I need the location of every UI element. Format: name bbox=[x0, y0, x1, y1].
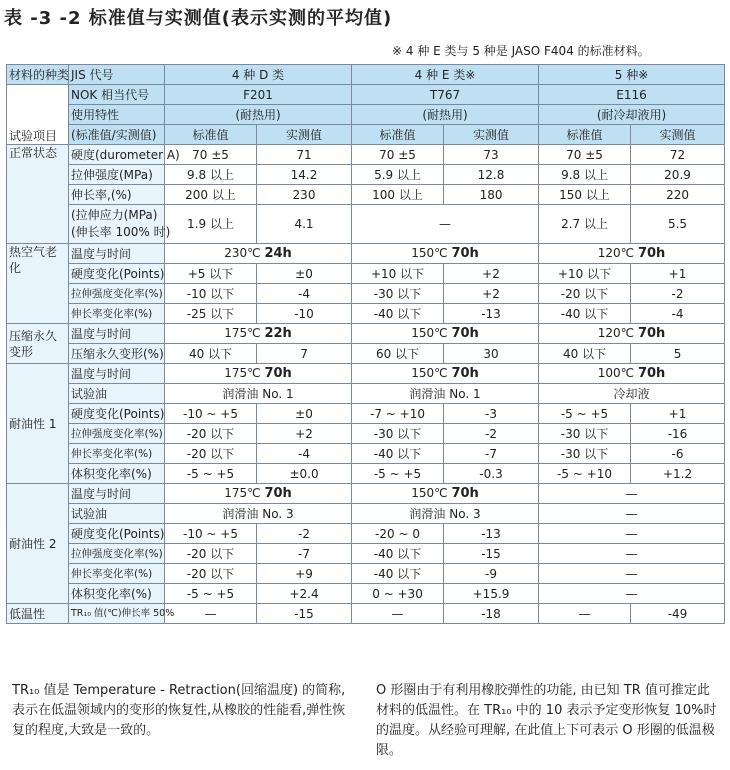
row-use-label: 使用特性 bbox=[69, 105, 165, 125]
table-row: 耐油性 2 温度与时间 175℃ 70h 150℃ 70h — bbox=[7, 484, 725, 504]
table-row: 耐油性 1 温度与时间 175℃ 70h 150℃ 70h 100℃ 70h bbox=[7, 364, 725, 384]
footnote-mark: ※ 4 种 E 类与 5 种是 JASO F404 的标准材料。 bbox=[392, 44, 650, 58]
table-row: 低温性 TR₁₀ 值(℃)伸长率 50% — -15 — -18 — -49 bbox=[7, 604, 725, 624]
group-5-nok: E116 bbox=[539, 85, 725, 105]
table-row: 压缩永久变形(%) 40 以下 7 60 以下 30 40 以下 5 bbox=[7, 344, 725, 364]
group-d-jis: 4 种 D 类 bbox=[165, 65, 352, 85]
material-type-label: 材料的种类 bbox=[7, 65, 69, 85]
standard-measured-table bbox=[6, 64, 725, 624]
table-row: 热空气老化 温度与时间 230℃ 24h 150℃ 70h 120℃ 70h bbox=[7, 244, 725, 264]
table-row: 试验油 润滑油 No. 1 润滑油 No. 1 冷却液 bbox=[7, 384, 725, 404]
row-std-label: (标准值/实测值) bbox=[69, 125, 165, 145]
table-row: 正常状态 硬度(durometer A) 70 ±5 71 70 ±5 73 70 ±5 72 bbox=[7, 145, 725, 165]
footer-right-paragraph: O 形圈由于有利用橡胶弹性的功能, 由已知 TR 值可推定此材料的低温性。在 TR₁₀ 中的 10 表示予定变形恢复 10%时的温度。从经验可理解, 在此值上下可表示 O 形圈的低温极限。 bbox=[376, 683, 717, 758]
group-e-meas: 实测值 bbox=[444, 125, 539, 145]
table-row: 硬度变化(Points) -10 ~ +5 ±0 -7 ~ +10 -3 -5 ~ +5 +1 bbox=[7, 404, 725, 424]
group-e-jis: 4 种 E 类※ bbox=[352, 65, 539, 85]
table-row: 体积变化率(%) -5 ~ +5 +2.4 0 ~ +30 +15.9 — bbox=[7, 584, 725, 604]
group-d-nok: F201 bbox=[165, 85, 352, 105]
table-row: 压缩永久变形 温度与时间 175℃ 22h 150℃ 70h 120℃ 70h bbox=[7, 324, 725, 344]
group-e-std: 标准值 bbox=[352, 125, 444, 145]
table-row: 拉伸强度(MPa) 9.8 以上 14.2 5.9 以上 12.8 9.8 以上 20.9 bbox=[7, 165, 725, 185]
section-label: 热空气老化 bbox=[7, 244, 69, 324]
table-row: 拉伸强度变化率(%) -10 以下 -4 -30 以下 +2 -20 以下 -2 bbox=[7, 284, 725, 304]
table-row: (拉伸应力(MPa) (伸长率 100% 时) 1.9 以上 4.1 — 2.7 以上 5.5 bbox=[7, 205, 725, 244]
table-row: 拉伸强度变化率(%) -20 以下 -7 -40 以下 -15 — bbox=[7, 544, 725, 564]
test-item-label: 试验项目 bbox=[7, 85, 69, 145]
table-row: 硬度变化(Points) +5 以下 ±0 +10 以下 +2 +10 以下 +1 bbox=[7, 264, 725, 284]
table-row: 试验油 润滑油 No. 3 润滑油 No. 3 — bbox=[7, 504, 725, 524]
section-label: 压缩永久变形 bbox=[7, 324, 69, 364]
group-5-std: 标准值 bbox=[539, 125, 631, 145]
section-label: 耐油性 1 bbox=[7, 364, 69, 484]
section-label: 耐油性 2 bbox=[7, 484, 69, 604]
table-row: 硬度变化(Points) -10 ~ +5 -2 -20 ~ 0 -13 — bbox=[7, 524, 725, 544]
table-row: 拉伸强度变化率(%) -20 以下 +2 -30 以下 -2 -30 以下 -16 bbox=[7, 424, 725, 444]
group-e-use: (耐热用) bbox=[352, 105, 539, 125]
footer-left-paragraph: TR₁₀ 值是 Temperature - Retraction(回缩温度) 的简称,表示在低温领域内的变形的恢复性,从橡胶的性能看,弹性恢复的程度,大致是一致的。 bbox=[12, 683, 346, 738]
group-e-nok: T767 bbox=[352, 85, 539, 105]
row-nok-label: NOK 相当代号 bbox=[69, 85, 165, 105]
section-label: 正常状态 bbox=[7, 145, 69, 244]
group-5-use: (耐冷却液用) bbox=[539, 105, 725, 125]
row-jis-label: JIS 代号 bbox=[69, 65, 165, 85]
section-label: 低温性 bbox=[7, 604, 69, 624]
table-row: 伸长率变化率(%) -20 以下 -4 -40 以下 -7 -30 以下 -6 bbox=[7, 444, 725, 464]
table-row: 体积变化率(%) -5 ~ +5 ±0.0 -5 ~ +5 -0.3 -5 ~ +10 +1.2 bbox=[7, 464, 725, 484]
group-d-std: 标准值 bbox=[165, 125, 257, 145]
group-5-meas: 实测值 bbox=[631, 125, 725, 145]
table-row: 伸长率,(%) 200 以上 230 100 以上 180 150 以上 220 bbox=[7, 185, 725, 205]
table-row: 伸长率变化率(%) -25 以下 -10 -40 以下 -13 -40 以下 -4 bbox=[7, 304, 725, 324]
group-d-meas: 实测值 bbox=[257, 125, 352, 145]
page-title: 表 -3 -2 标准值与实测值(表示实测的平均值) bbox=[4, 8, 393, 29]
group-d-use: (耐热用) bbox=[165, 105, 352, 125]
group-5-jis: 5 种※ bbox=[539, 65, 725, 85]
table-row: 伸长率变化率(%) -20 以下 +9 -40 以下 -9 — bbox=[7, 564, 725, 584]
